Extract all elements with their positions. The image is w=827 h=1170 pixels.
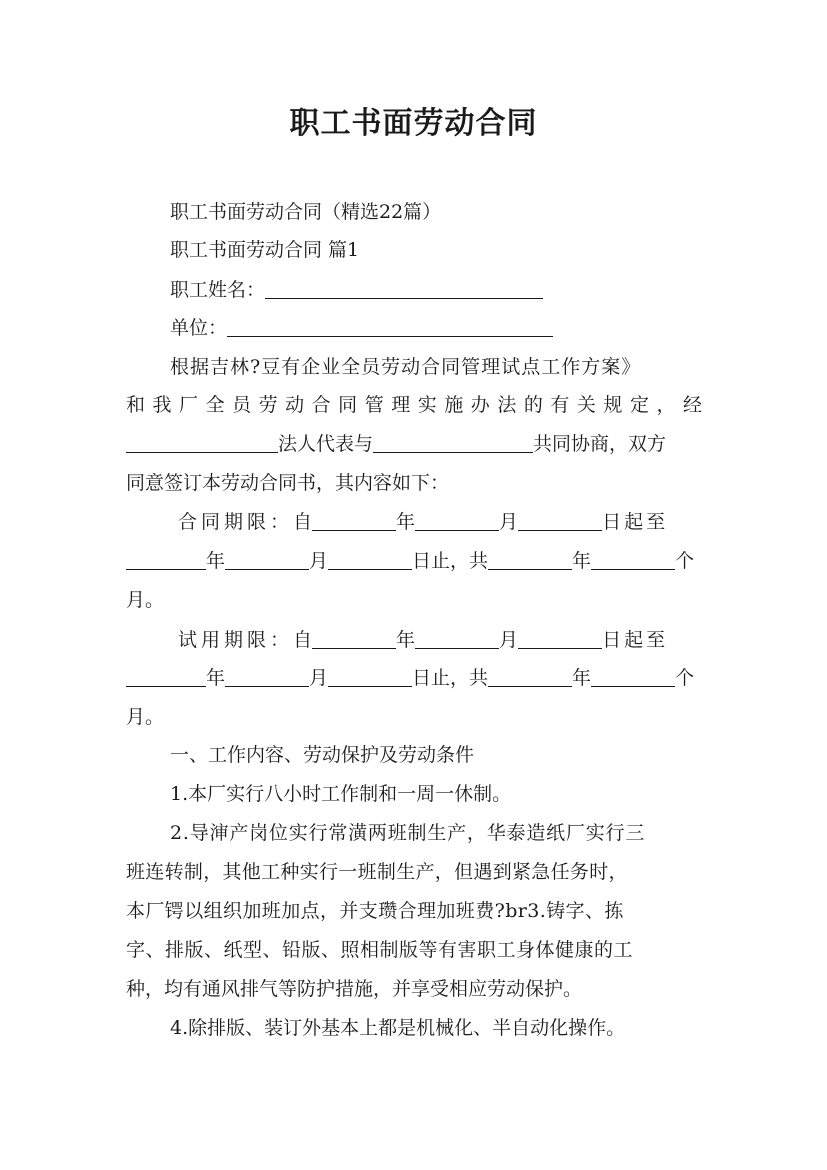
party-b-blank bbox=[373, 432, 533, 453]
clause-item-4: 4.除排版、装订外基本上都是机械化、半自动化操作。 bbox=[170, 1017, 626, 1039]
contract-term-line-1 bbox=[178, 508, 668, 536]
trial-start-month-blank bbox=[415, 628, 499, 649]
trial-start-year-blank bbox=[312, 628, 396, 649]
clause-item-3-line-1: 字、排版、纸型、铅版、照相制版等有害职工身体健康的工 bbox=[126, 939, 634, 961]
term-total-years-blank bbox=[488, 549, 572, 570]
trial-total-years-blank bbox=[488, 666, 572, 687]
term-start-day-blank bbox=[518, 510, 602, 531]
term-end-year-blank bbox=[126, 549, 206, 570]
term-end-day-blank bbox=[328, 549, 412, 570]
word-month: 月 bbox=[309, 667, 329, 689]
trial-term-line-2 bbox=[126, 664, 694, 692]
intro-line-1: 根据吉林?豆有企业全员劳动合同管理试点工作方案》 bbox=[170, 356, 642, 378]
term-start-year-blank bbox=[312, 510, 396, 531]
word-year: 年 bbox=[206, 550, 226, 572]
term-total-months-blank bbox=[591, 549, 675, 570]
word-year: 年 bbox=[572, 550, 592, 572]
trial-end-month-blank bbox=[225, 666, 309, 687]
word-month: 月 bbox=[499, 511, 519, 533]
word-year: 年 bbox=[396, 511, 416, 533]
unit-line bbox=[170, 314, 553, 342]
trial-term-line-3: 月。 bbox=[126, 706, 165, 728]
word-year: 年 bbox=[206, 667, 226, 689]
document-subtitle: 职工书面劳动合同（精选22篇） bbox=[170, 201, 442, 223]
trial-start-day-blank bbox=[518, 628, 602, 649]
word-from: 自 bbox=[293, 629, 313, 651]
clause-item-2-line-1: 2.导渖产岗位实行常潢两班制生产，华泰造纸厂实行三 bbox=[170, 822, 646, 844]
word-from: 自 bbox=[293, 511, 313, 533]
contract-term-line-3: 月。 bbox=[126, 589, 165, 611]
word-day-from: 日起至 bbox=[602, 629, 669, 651]
trial-end-year-blank bbox=[126, 666, 206, 687]
word-ge: 个 bbox=[675, 550, 695, 572]
trial-end-day-blank bbox=[328, 666, 412, 687]
trial-term-line-1 bbox=[178, 626, 668, 654]
term-start-month-blank bbox=[415, 510, 499, 531]
clause-item-2-line-2: 班连转制，其他工种实行一班制生产，但遇到紧急任务时， bbox=[126, 861, 628, 883]
intro-line-2: 和我厂全员劳动合同管理实施办法的有关规定，经 bbox=[126, 394, 702, 416]
word-day-to: 日止，共 bbox=[412, 667, 489, 689]
word-month: 月 bbox=[499, 629, 519, 651]
word-year: 年 bbox=[572, 667, 592, 689]
clause-heading-1: 一、工作内容、劳动保护及劳动条件 bbox=[170, 744, 475, 766]
word-month: 月 bbox=[309, 550, 329, 572]
intro-line-3-text-a: 法人代表与 bbox=[278, 433, 374, 455]
unit-blank bbox=[227, 316, 553, 337]
party-a-blank bbox=[126, 432, 278, 453]
contract-term-label: 合同期限： bbox=[178, 511, 294, 533]
clause-item-1: 1.本厂实行八小时工作制和一周一休制。 bbox=[170, 783, 512, 805]
word-ge: 个 bbox=[675, 667, 695, 689]
employee-name-label: 职工姓名： bbox=[170, 279, 266, 301]
intro-line-4: 同意签订本劳动合同书，其内容如下： bbox=[126, 472, 450, 494]
employee-name-line bbox=[170, 276, 543, 304]
term-end-month-blank bbox=[225, 549, 309, 570]
contract-term-line-2 bbox=[126, 547, 694, 575]
section-heading: 职工书面劳动合同 篇1 bbox=[170, 239, 360, 261]
trial-term-label: 试用期限： bbox=[178, 629, 294, 651]
intro-line-3-text-b: 共同协商，双方 bbox=[533, 433, 667, 455]
unit-label: 单位： bbox=[170, 317, 228, 339]
clause-item-2-line-3: 本厂锷以组织加班加点，并支瓒合理加班费?br3.铸字、拣 bbox=[126, 900, 624, 922]
employee-name-blank bbox=[265, 278, 543, 299]
document-title: 职工书面劳动合同 bbox=[289, 106, 538, 141]
trial-total-months-blank bbox=[591, 666, 675, 687]
intro-line-3 bbox=[126, 430, 666, 458]
clause-item-3-line-2: 种，均有通风排气等防护措施，并享受相应劳动保护。 bbox=[126, 978, 583, 1000]
word-day-to: 日止，共 bbox=[412, 550, 489, 572]
word-year: 年 bbox=[396, 629, 416, 651]
word-day-from: 日起至 bbox=[602, 511, 669, 533]
